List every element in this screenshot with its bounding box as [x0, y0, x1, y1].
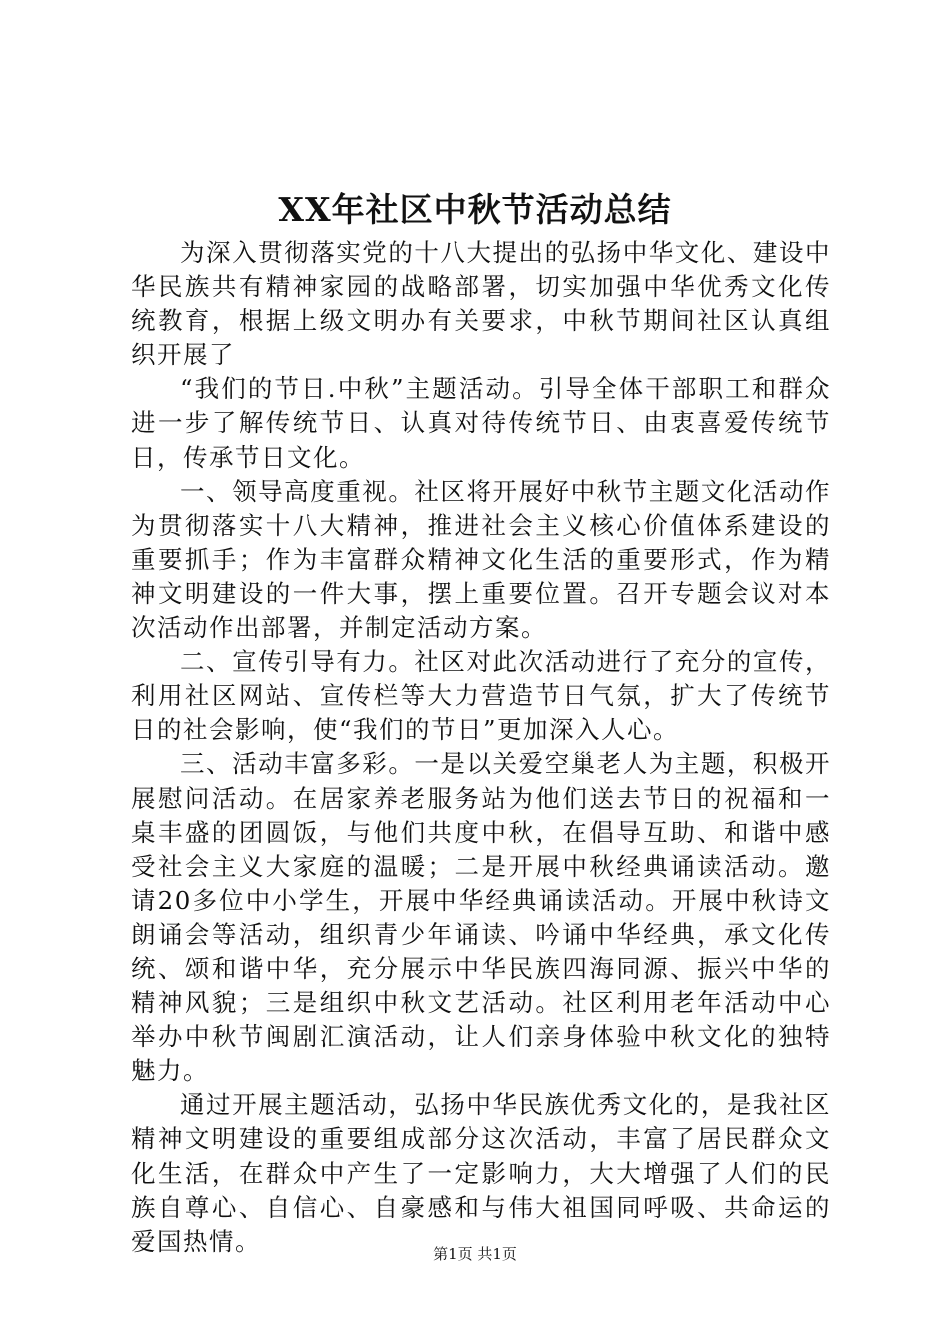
paragraph-conclusion: 通过开展主题活动，弘扬中华民族优秀文化的，是我社区精神文明建设的重要组成部分这次活动，丰富了居民群众文化生活，在群众中产生了一定影响力，大大增强了人们的民族自尊心、自信心、自豪感和与伟大祖国同呼吸、共命运的爱国热情。 [131, 1090, 831, 1256]
paragraph-intro: 为深入贯彻落实党的十八大提出的弘扬中华文化、建设中华民族共有精神家园的战略部署，切实加强中华优秀文化传统教育，根据上级文明办有关要求，中秋节期间社区认真组织开展了 [131, 238, 831, 370]
page-footer: 第1页 共1页 [433, 1245, 517, 1263]
paragraph-activities: 三、活动丰富多彩。一是以关爱空巢老人为主题，积极开展慰问活动。在居家养老服务站为他们送去节日的祝福和一桌丰盛的团圆饭，与他们共度中秋，在倡导互助、和谐中感受社会主义大家庭的温暖；二是开展中秋经典诵读活动。邀请20多位中小学生，开展中华经典诵读活动。开展中秋诗文朗诵会等活动，组织青少年诵读、吟诵中华经典，承文化传统、颂和谐中华，充分展示中华民族四海同源、振兴中华的精神风貌；三是组织中秋文艺活动。社区利用老年活动中心举办中秋节闽剧汇演活动，让人们亲身体验中秋文化的独特魅力。 [131, 749, 831, 1086]
document-body [131, 236, 831, 1259]
paragraph-theme: “我们的节日.中秋”主题活动。引导全体干部职工和群众进一步了解传统节日、认真对待传统节日、由衷喜爱传统节日，传承节日文化。 [131, 374, 831, 472]
paragraph-leadership: 一、领导高度重视。社区将开展好中秋节主题文化活动作为贯彻落实十八大精神，推进社会主义核心价值体系建设的重要抓手；作为丰富群众精神文化生活的重要形式，作为精神文明建设的一件大事，摆上重要位置。召开专题会议对本次活动作出部署，并制定活动方案。 [131, 476, 831, 643]
document-title: XX年社区中秋节活动总结 [278, 190, 672, 229]
paragraph-publicity: 二、宣传引导有力。社区对此次活动进行了充分的宣传，利用社区网站、宣传栏等大力营造节日气氛，扩大了传统节日的社会影响，使“我们的节日”更加深入人心。 [131, 647, 831, 745]
